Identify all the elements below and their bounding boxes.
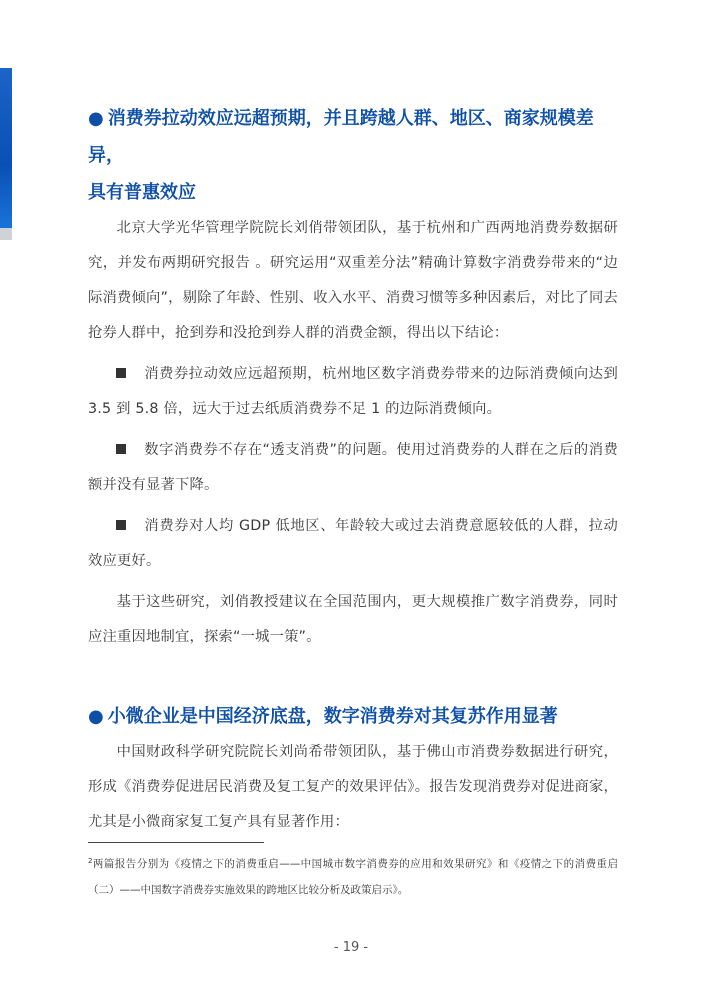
page-number: - 19 - bbox=[333, 940, 369, 955]
section-2-intro: 中国财政科学研究院院长刘尚希带领团队，基于佛山市消费券数据进行研究，形成《消费券促进居民消费及复工复产的效果评估》。报告发现消费券对促进商家，尤其是小微商家复工复产具有显著作用： bbox=[88, 744, 618, 830]
list-item bbox=[88, 433, 618, 503]
side-tab-gray bbox=[0, 228, 12, 240]
square-bullet-icon bbox=[116, 368, 126, 378]
list-item bbox=[88, 509, 618, 579]
side-tab-accent bbox=[0, 68, 12, 228]
square-bullet-icon bbox=[116, 520, 126, 530]
section-1-conclusion: 基于这些研究，刘俏教授建议在全国范围内，更大规模推广数字消费券，同时应注重因地制宜，探索“一城一策”。 bbox=[88, 594, 618, 645]
footnote-marker: 2 bbox=[88, 857, 93, 865]
list-item-text: 数字消费券不存在“透支消费”的问题。使用过消费券的人群在之后的消费额并没有显著下降。 bbox=[88, 442, 618, 493]
list-item-text: 消费券拉动效应远超预期，杭州地区数字消费券带来的边际消费倾向达到 3.5 到 5.8 倍，远大于过去纸质消费券不足 1 的边际消费倾向。 bbox=[88, 366, 618, 417]
section-1-heading bbox=[88, 100, 618, 174]
section-2-heading bbox=[88, 698, 618, 735]
footnote bbox=[88, 848, 618, 903]
footnote-text: 两篇报告分别为《疫情之下的消费重启——中国城市数字消费券的应用和效果研究》和《疫情之下的消费重启（二）——中国数字消费券实施效果的跨地区比较分析及政策启示》。 bbox=[88, 858, 618, 896]
bullet-icon: ● bbox=[88, 706, 104, 727]
bullet-icon: ● bbox=[88, 108, 104, 129]
section-2-heading-text: 小微企业是中国经济底盘，数字消费券对其复苏作用显著 bbox=[107, 706, 558, 727]
page-content bbox=[88, 100, 618, 840]
list-item bbox=[88, 357, 618, 427]
footnote-divider bbox=[88, 842, 264, 843]
square-bullet-icon bbox=[116, 444, 126, 454]
section-1-intro: 北京大学光华管理学院院长刘俏带领团队，基于杭州和广西两地消费券数据研究，并发布两期研究报告 。研究运用“双重差分法”精确计算数字消费券带来的“边际消费倾向”，剔除了年龄、性别、收入水平、消费习惯等多种因素后，对比了同去抢券人群中，抢到券和没抢到券人群的消费金额，得出以下结论： bbox=[88, 220, 618, 341]
section-1-heading-line1: 消费券拉动效应远超预期，并且跨越人群、地区、商家规模差异， bbox=[88, 108, 594, 166]
section-1-heading-line2: 具有普惠效应 bbox=[88, 182, 196, 203]
list-item-text: 消费券对人均 GDP 低地区、年龄较大或过去消费意愿较低的人群，拉动效应更好。 bbox=[88, 518, 618, 569]
